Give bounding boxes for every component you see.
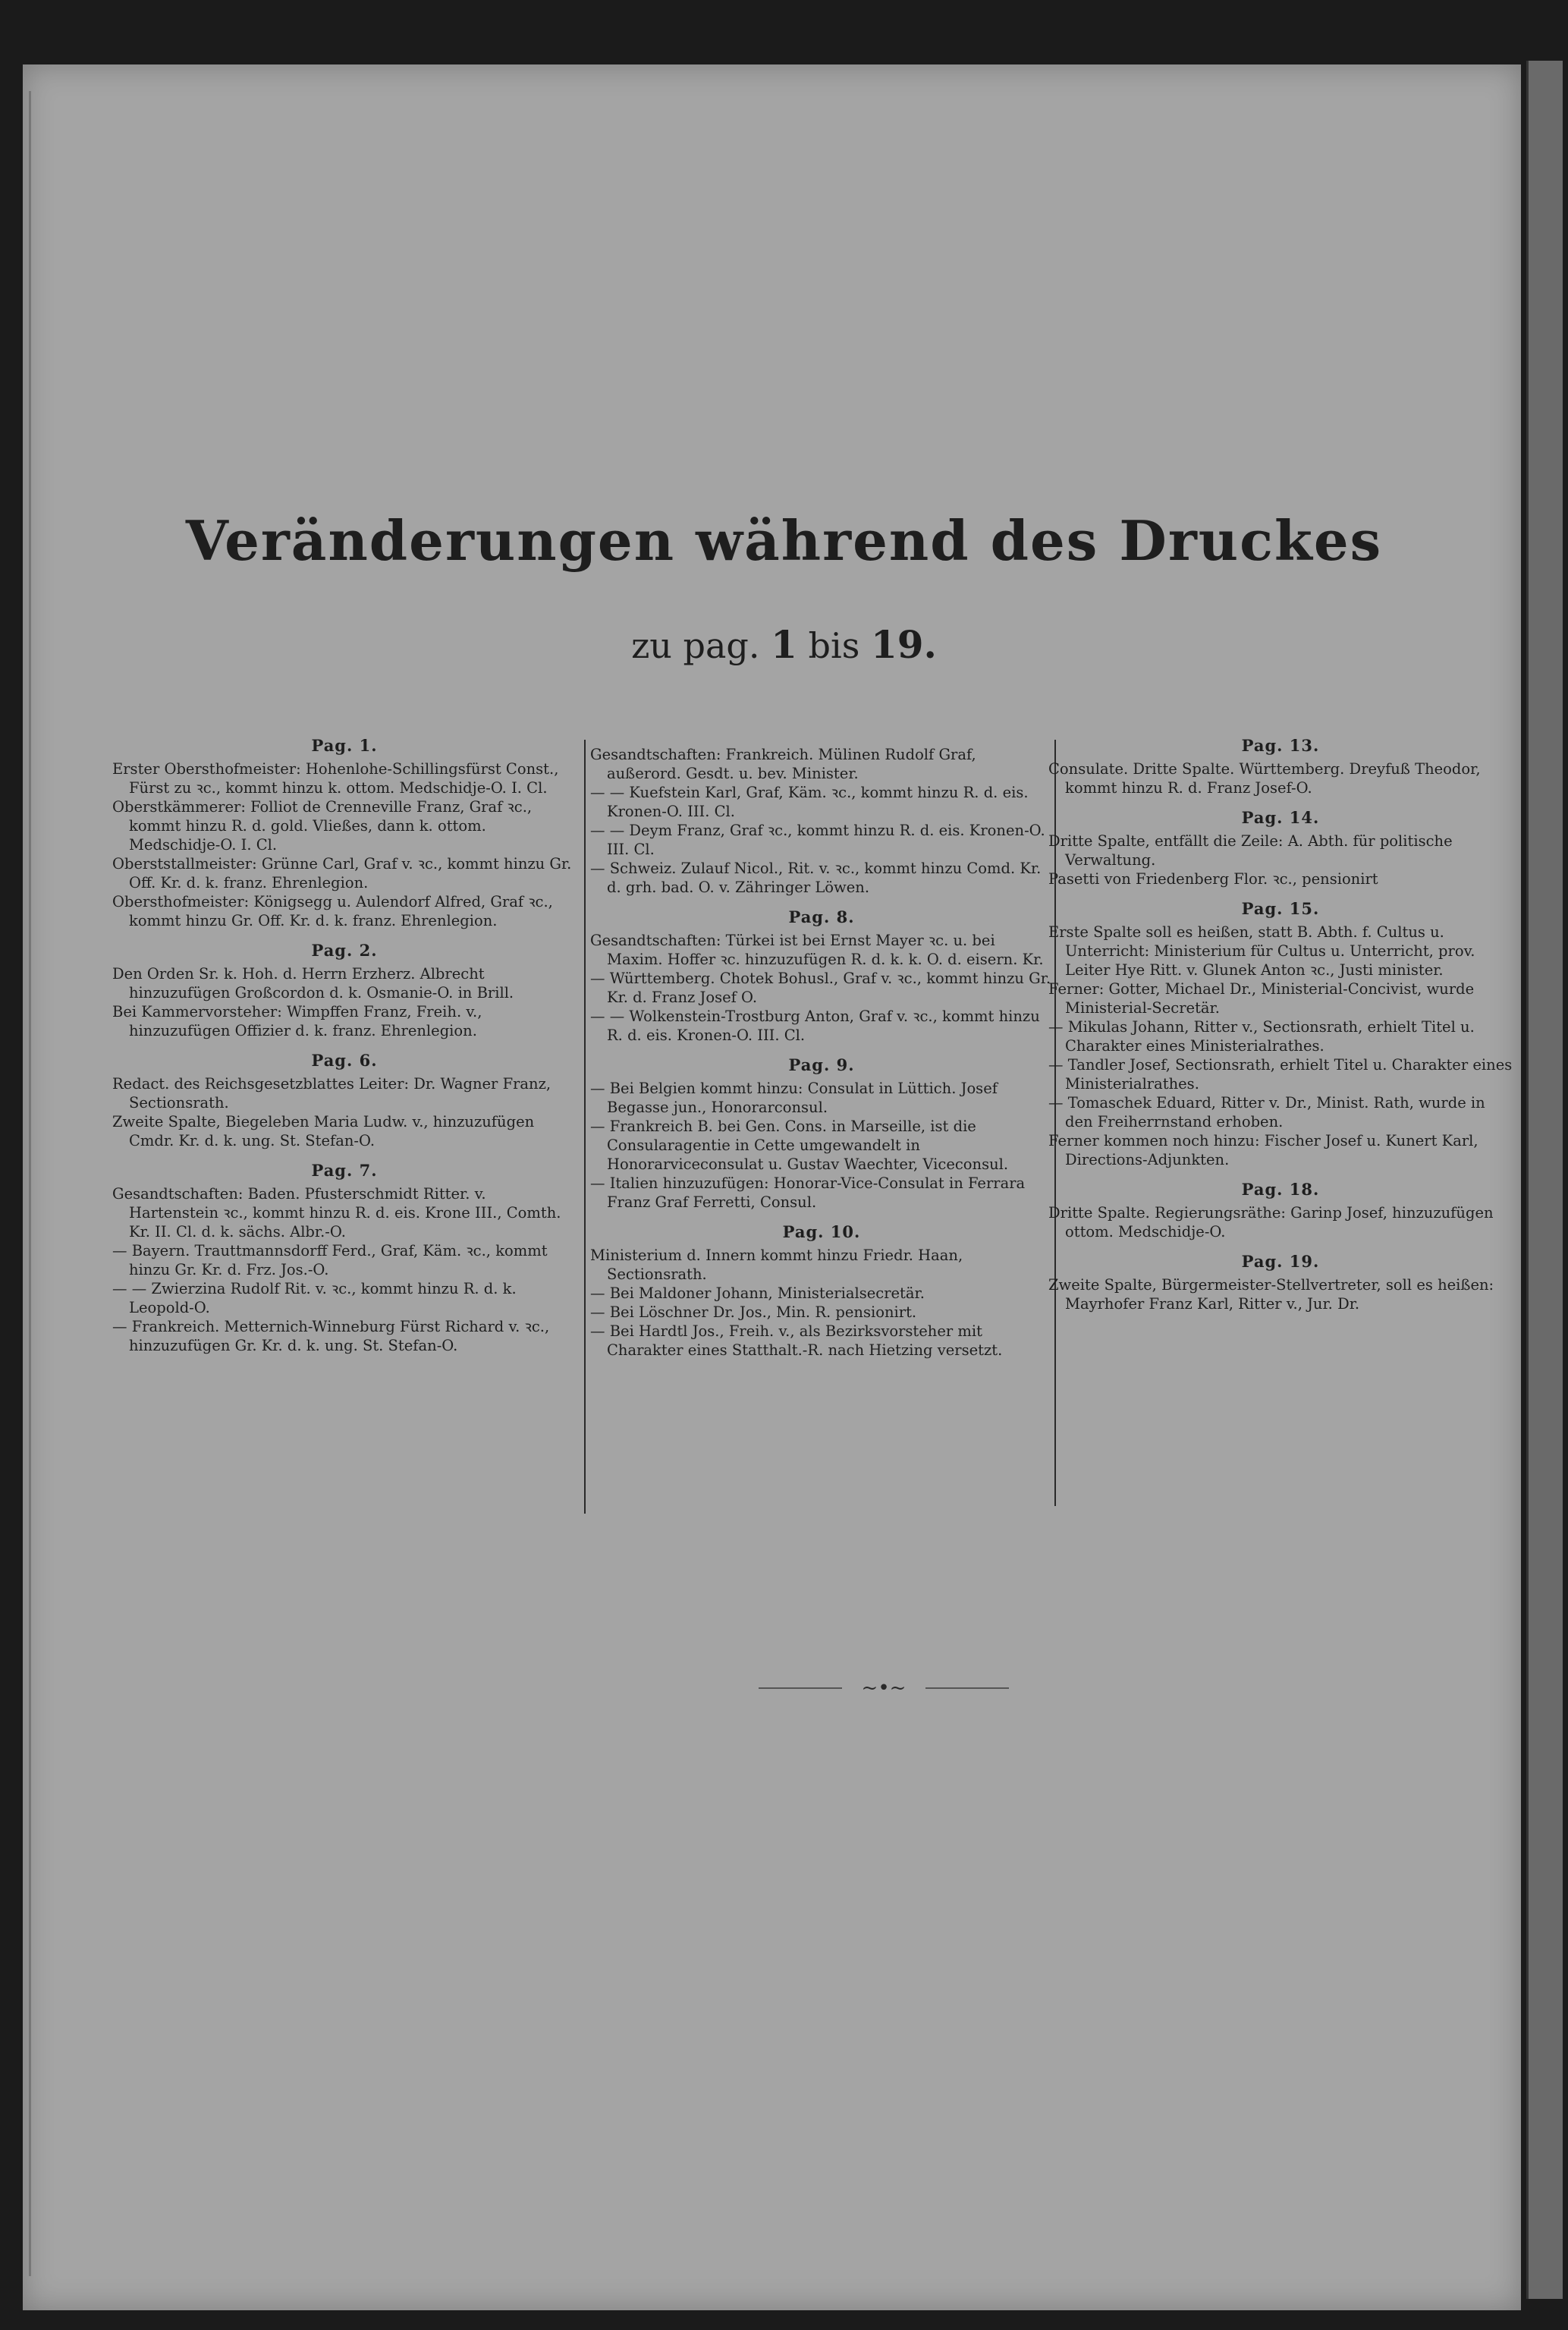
list-item: — Bei Maldoner Johann, Ministerialsecretär. [590, 1284, 925, 1302]
list-item: — Italien hinzuzufügen: Honorar-Vice-Consulat in Ferrara Franz Graf Ferretti, Consul. [590, 1174, 1026, 1211]
section-heading: Pag. 9. [788, 1055, 855, 1074]
section-heading: Pag. 19. [1241, 1252, 1320, 1271]
column-3 [1048, 736, 1513, 1313]
list-item: — Bei Belgien kommt hinzu: Consulat in Lüttich. Josef Begasse jun., Honorarconsul. [590, 1080, 998, 1116]
section-heading: Pag. 15. [1241, 899, 1320, 918]
list-item: — — Deym Franz, Graf ꝛc., kommt hinzu R. d. eis. Kronen-O. III. Cl. [590, 822, 1045, 858]
section-heading: Pag. 18. [1241, 1180, 1320, 1199]
list-item: — Frankreich. Metternich-Winneburg Fürst Richard v. ꝛc., hinzuzufügen Gr. Kr. d. k. ung. St. Stefan-O. [112, 1318, 550, 1354]
list-item: — Tandler Josef, Sectionsrath, erhielt Titel u. Charakter eines Ministerialrathes. [1048, 1056, 1513, 1093]
list-item: — Mikulas Johann, Ritter v., Sectionsrath, erhielt Titel u. Charakter eines Ministerialrathes. [1048, 1018, 1475, 1055]
list-item: — Bei Hardtl Jos., Freih. v., als Bezirksvorsteher mit Charakter eines Statthalt.-R. nach Hietzing versetzt. [590, 1322, 1003, 1359]
list-item: Oberststallmeister: Grünne Carl, Graf v. ꝛc., kommt hinzu Gr. Off. Kr. d. k. franz. Ehrenlegion. [112, 855, 572, 891]
list-item: Bei Kammervorsteher: Wimpffen Franz, Freih. v., hinzuzufügen Offizier d. k. franz. Ehrenlegion. [112, 1003, 482, 1039]
list-item: Ferner kommen noch hinzu: Fischer Josef u. Kunert Karl, Directions-Adjunkten. [1048, 1132, 1478, 1168]
list-item: Den Orden Sr. k. Hoh. d. Herrn Erzherz. Albrecht hinzuzufügen Großcordon d. k. Osmanie-O. in Brill. [112, 965, 514, 1001]
section-heading: Pag. 13. [1241, 736, 1320, 755]
page-subtitle [0, 622, 1568, 667]
list-item: Obersthofmeister: Königsegg u. Aulendorf Alfred, Graf ꝛc., kommt hinzu Gr. Off. Kr. d. k. franz. Ehrenlegion. [112, 893, 553, 929]
subtitle-from: 1 [771, 622, 797, 667]
list-item: Zweite Spalte, Biegeleben Maria Ludw. v., hinzuzufügen Cmdr. Kr. d. k. ung. St. Stefan-O. [112, 1113, 535, 1149]
section-heading: Pag. 10. [782, 1222, 861, 1241]
list-item: — — Kuefstein Karl, Graf, Käm. ꝛc., kommt hinzu R. d. eis. Kronen-O. III. Cl. [590, 784, 1029, 820]
list-item: — Tomaschek Eduard, Ritter v. Dr., Minist. Rath, wurde in den Freiherrnstand erhoben. [1048, 1094, 1485, 1130]
page-title: Veränderungen während des Druckes [185, 508, 1383, 573]
section-heading: Pag. 8. [788, 907, 855, 926]
section-heading: Pag. 2. [311, 941, 378, 960]
subtitle-to: 19. [870, 622, 937, 667]
list-item: — Frankreich B. bei Gen. Cons. in Marseille, ist die Consularagentie in Cette umgewandelt in Honorarviceconsulat u. Gustav Waechter, Viceconsul. [590, 1118, 1009, 1173]
column-1 [112, 736, 577, 1355]
list-item: Dritte Spalte. Regierungsräthe: Garinp Josef, hinzuzufügen ottom. Medschidje-O. [1048, 1204, 1494, 1240]
list-item: — Württemberg. Chotek Bohusl., Graf v. ꝛc., kommt hinzu Gr. Kr. d. Franz Josef O. [590, 970, 1051, 1006]
column-rule [584, 740, 586, 1514]
list-item: Ferner: Gotter, Michael Dr., Ministerial-Concivist, wurde Ministerial-Secretär. [1048, 980, 1475, 1017]
list-item: Ministerium d. Innern kommt hinzu Friedr. Haan, Sectionsrath. [590, 1247, 963, 1283]
subtitle-prefix: zu pag. [631, 625, 760, 666]
list-item: Pasetti von Friedenberg Flor. ꝛc., pensionirt [1048, 870, 1378, 888]
list-item: — — Wolkenstein-Trostburg Anton, Graf v. ꝛc., kommt hinzu R. d. eis. Kronen-O. III. Cl. [590, 1008, 1040, 1044]
list-item: Consulate. Dritte Spalte. Württemberg. Dreyfuß Theodor, kommt hinzu R. d. Franz Josef-O. [1048, 760, 1481, 797]
adjacent-page-edge [1526, 61, 1563, 2299]
list-item: Oberstkämmerer: Folliot de Crenneville Franz, Graf ꝛc., kommt hinzu R. d. gold. Vließes, dann k. ottom. Medschidje-O. I. Cl. [112, 798, 533, 854]
section-heading: Pag. 7. [311, 1161, 378, 1180]
list-item: Gesandtschaften: Baden. Pfusterschmidt Ritter. v. Hartenstein ꝛc., kommt hinzu R. d. eis. Krone III., Comth. Kr. II. Cl. d. k. sächs. Albr.-O. [112, 1185, 561, 1240]
subtitle-mid: bis [808, 625, 860, 666]
list-item: Dritte Spalte, entfällt die Zeile: A. Abth. für politische Verwaltung. [1048, 832, 1453, 869]
list-item: — — Zwierzina Rudolf Rit. v. ꝛc., kommt hinzu R. d. k. Leopold-O. [112, 1280, 517, 1316]
end-ornament: ~•~ [759, 1677, 1009, 1700]
list-item: — Bayern. Trauttmannsdorff Ferd., Graf, Käm. ꝛc., kommt hinzu Gr. Kr. d. Frz. Jos.-O. [112, 1242, 548, 1278]
section-heading: Pag. 6. [311, 1051, 378, 1070]
list-item: — Bei Löschner Dr. Jos., Min. R. pensionirt. [590, 1303, 917, 1321]
binding-line [29, 91, 31, 2276]
list-item: Erste Spalte soll es heißen, statt B. Abth. f. Cultus u. Unterricht: Ministerium für Cultus u. Unterricht, prov. Leiter Hye Ritt. v. Glunek Anton ꝛc., Justi minister. [1048, 923, 1475, 979]
list-item: Gesandtschaften: Türkei ist bei Ernst Mayer ꝛc. u. bei Maxim. Hoffer ꝛc. hinzuzufügen R. d. k. k. O. d. eisern. Kr. [590, 932, 1044, 968]
list-item: Gesandtschaften: Frankreich. Mülinen Rudolf Graf, außerord. Gesdt. u. bev. Minister. [590, 746, 976, 782]
column-2 [590, 745, 1053, 1360]
section-heading: Pag. 14. [1241, 808, 1320, 827]
list-item: Redact. des Reichsgesetzblattes Leiter: Dr. Wagner Franz, Sectionsrath. [112, 1075, 551, 1112]
list-item: — Schweiz. Zulauf Nicol., Rit. v. ꝛc., kommt hinzu Comd. Kr. d. grh. bad. O. v. Zähringer Löwen. [590, 860, 1042, 896]
list-item: Zweite Spalte, Bürgermeister-Stellvertreter, soll es heißen: Mayrhofer Franz Karl, Ritter v., Jur. Dr. [1048, 1276, 1494, 1313]
list-item: Erster Obersthofmeister: Hohenlohe-Schillingsfürst Const., Fürst zu ꝛc., kommt hinzu k. ottom. Medschidje-O. I. Cl. [112, 760, 559, 797]
section-heading: Pag. 1. [311, 736, 378, 755]
